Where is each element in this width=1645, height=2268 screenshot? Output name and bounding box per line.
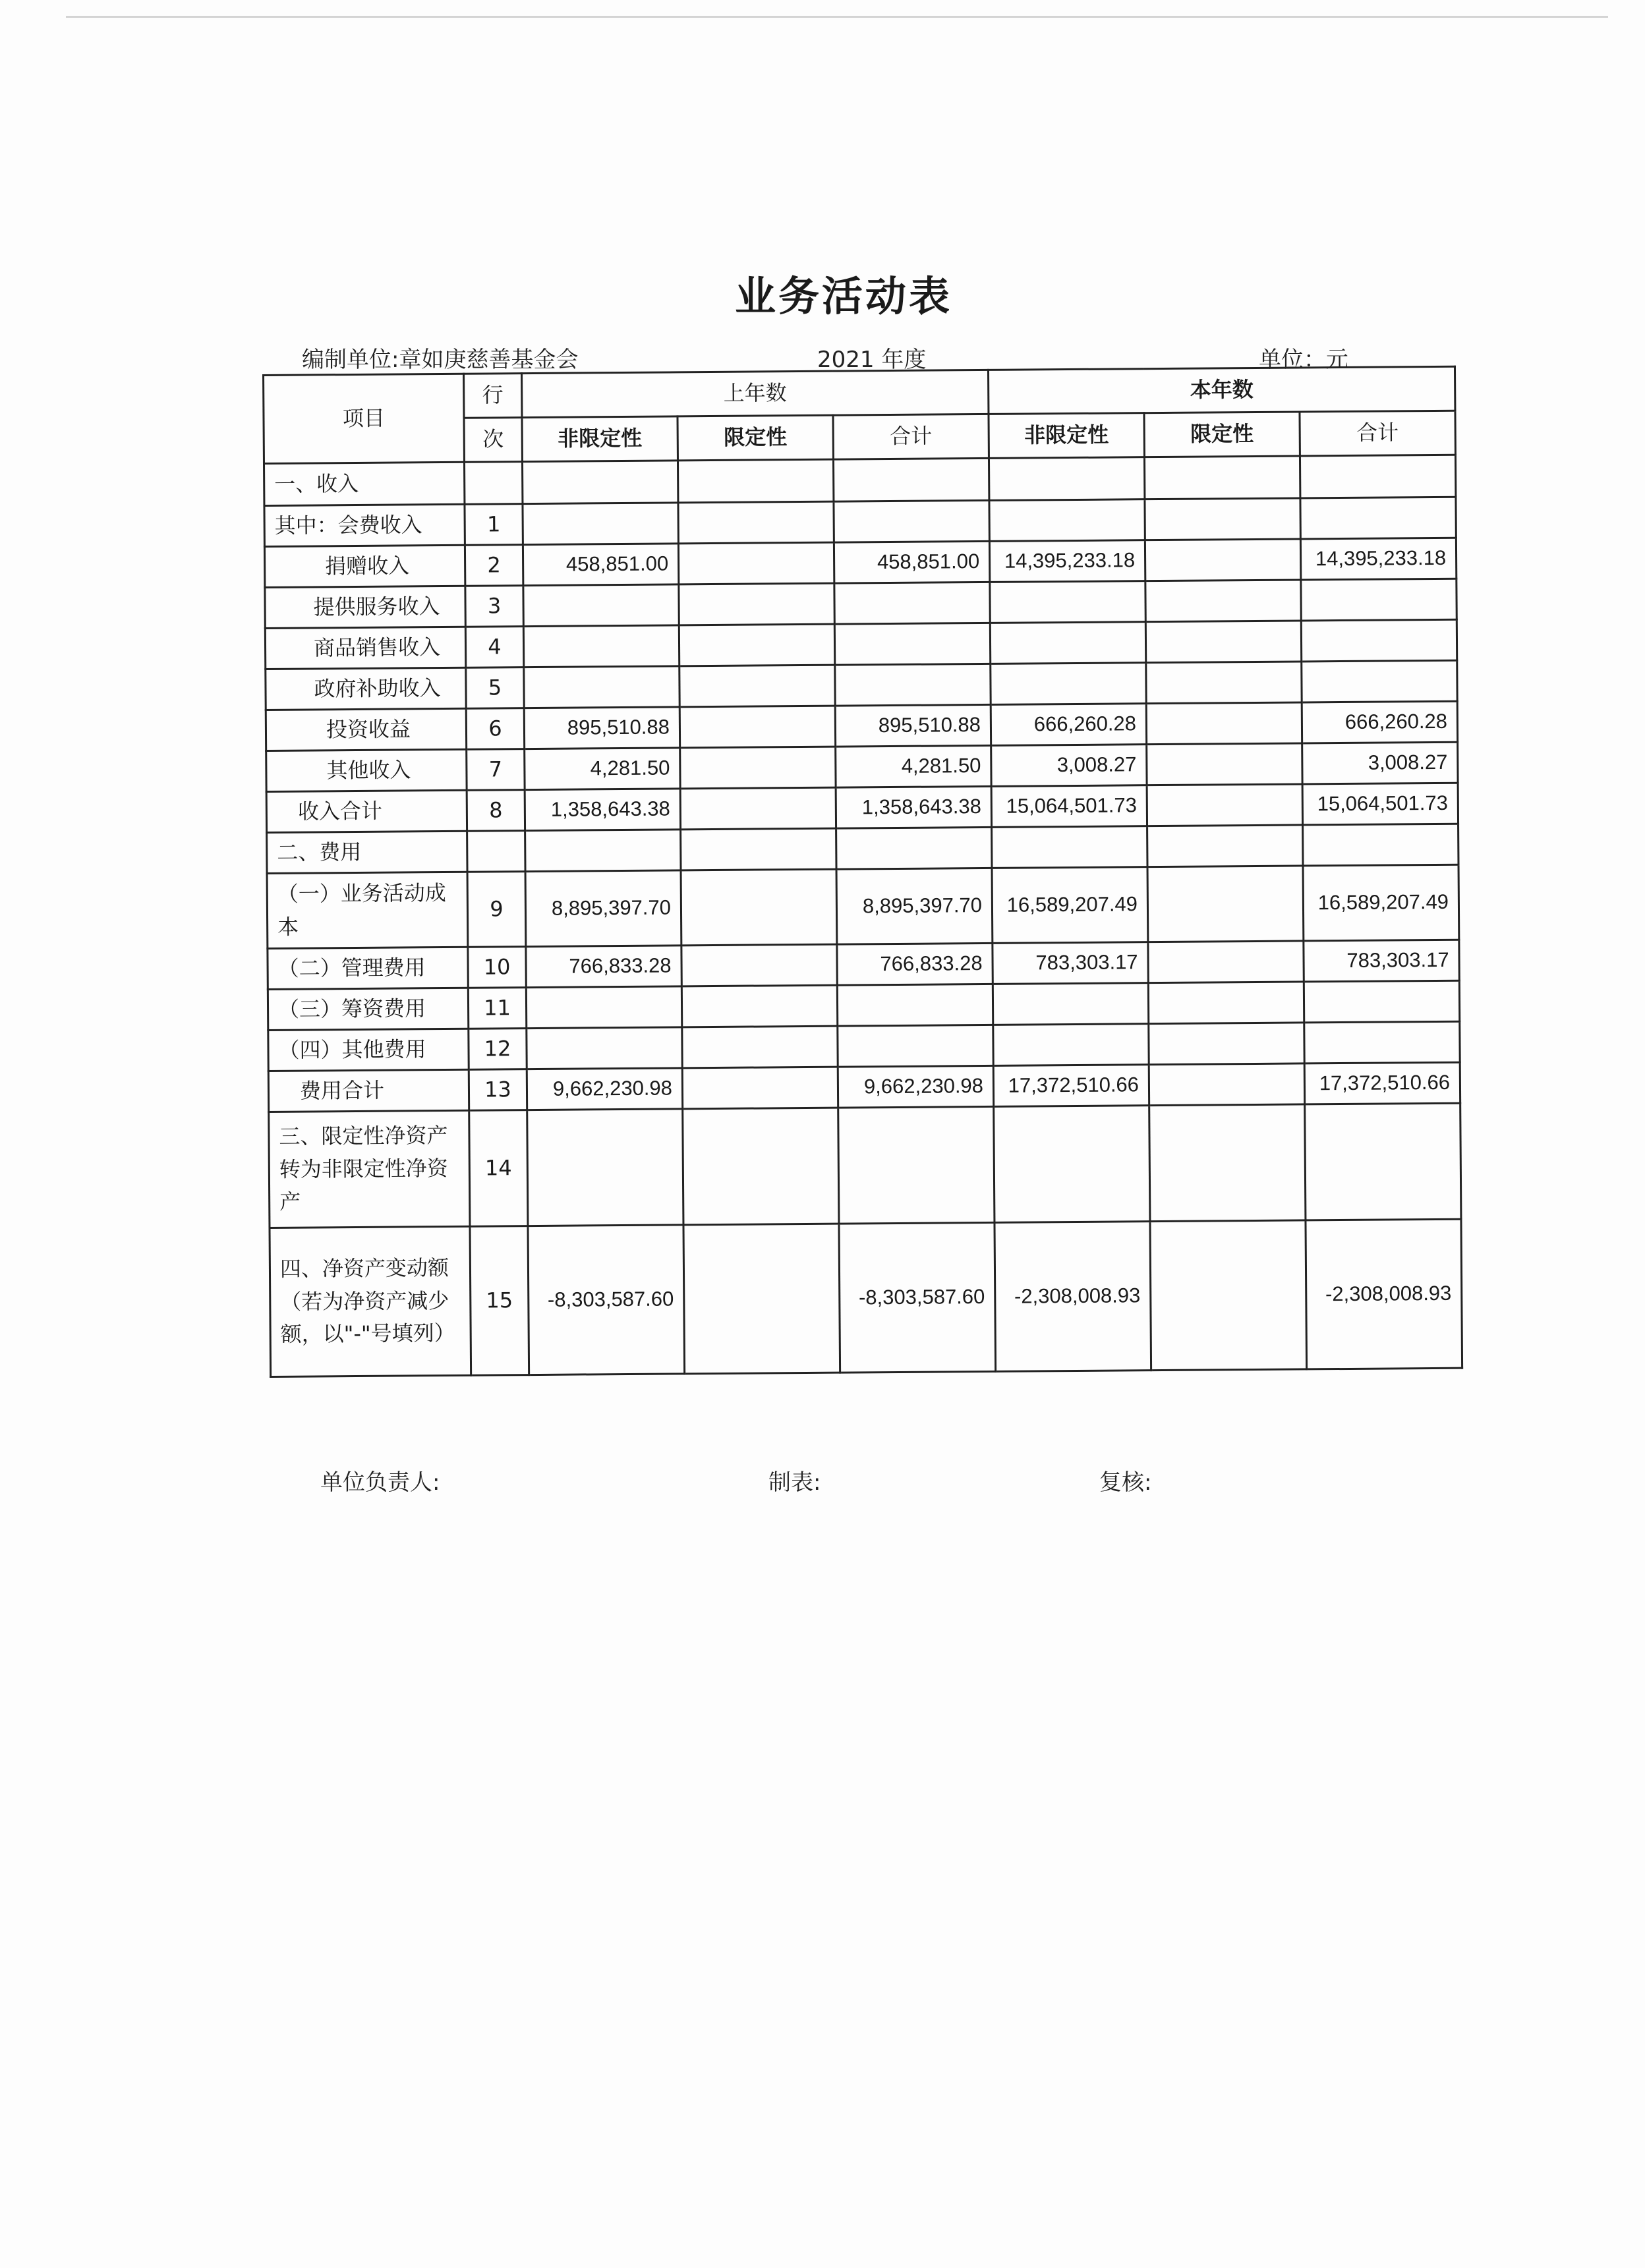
row-item-label: 捐赠收入 [264,545,465,587]
cell-prev-unres [526,986,681,1029]
row-line-number: 12 [469,1029,527,1070]
row-line-number: 2 [465,545,523,586]
cell-prev-unres [523,584,679,627]
header-curr-total: 合计 [1300,411,1456,456]
row-line-number: 10 [468,947,526,988]
row-line-number: 1 [465,504,523,546]
cell-curr-total [1305,1103,1461,1220]
row-line-number [467,831,525,872]
cell-curr-unres: 783,303.17 [993,942,1148,984]
row-line-number: 13 [469,1069,527,1111]
footer-head-signature: 单位负责人: [320,1469,440,1496]
row-item-label: 商品销售收入 [265,627,465,669]
currency-unit: 单位：元 [1259,347,1348,373]
page-title: 业务活动表 [734,272,952,320]
cell-curr-total [1302,660,1457,702]
header-curr-year: 本年数 [989,366,1456,414]
cell-prev-res [681,828,836,870]
cell-prev-total [834,623,990,665]
row-item-label: 一、收入 [264,462,464,505]
cell-prev-total [838,1025,993,1067]
header-prev-restricted: 限定性 [678,415,833,461]
cell-curr-unres: 666,260.28 [991,704,1146,746]
cell-curr-unres [991,663,1146,705]
cell-curr-unres [994,1106,1150,1223]
table-row [269,1103,1461,1228]
cell-prev-res [680,787,836,830]
row-line-number: 7 [467,749,525,791]
row-item-label: 其中：会费收入 [264,504,465,546]
row-line-number: 9 [467,872,526,948]
cell-prev-unres [527,1027,682,1069]
header-curr-unrestricted: 非限定性 [989,413,1144,459]
cell-prev-res [678,459,833,503]
row-line-number: 6 [466,708,524,750]
cell-curr-total: 14,395,233.18 [1300,538,1456,580]
cell-prev-unres [525,830,681,872]
cell-curr-total: 666,260.28 [1302,701,1457,743]
cell-curr-res [1147,866,1304,942]
cell-prev-unres: 458,851.00 [523,544,678,586]
cell-curr-unres: -2,308,008.93 [995,1222,1151,1372]
header-prev-unrestricted: 非限定性 [522,416,678,462]
cell-prev-unres [527,1109,683,1226]
header-prev-year: 上年数 [522,370,989,417]
cell-curr-unres: 14,395,233.18 [989,540,1145,582]
row-item-label: 提供服务收入 [265,586,465,628]
cell-prev-total [837,984,993,1026]
cell-curr-total: 783,303.17 [1304,940,1459,982]
row-item-label: 政府补助收入 [266,667,466,710]
cell-curr-res [1147,743,1302,785]
cell-curr-total [1301,579,1457,621]
cell-curr-unres [990,581,1145,623]
row-line-number: 14 [469,1110,528,1227]
activity-statement-table [262,366,1463,1378]
row-item-label: 二、费用 [267,831,467,873]
cell-prev-res [682,1067,838,1109]
cell-prev-res [683,1108,839,1225]
cell-prev-total: 766,833.28 [837,943,993,985]
cell-curr-total: 15,064,501.73 [1302,783,1458,825]
row-item-label: 投资收益 [266,708,466,751]
cell-prev-res [679,583,834,625]
report-year: 2021 年度 [817,347,927,373]
row-item-label: 四、净资产变动额（若为净资产减少额，以"-"号填列） [270,1226,471,1376]
preparing-organization: 编制单位:章如庚慈善基金会 [302,347,579,373]
cell-curr-unres: 15,064,501.73 [991,785,1147,828]
cell-prev-total [834,582,990,624]
cell-curr-unres [993,1024,1149,1066]
cell-prev-total: -8,303,587.60 [839,1222,996,1373]
cell-curr-total [1304,980,1459,1023]
cell-curr-unres [992,826,1147,868]
row-line-number [464,462,522,505]
cell-curr-res [1145,580,1301,622]
cell-prev-unres: 895,510.88 [524,707,679,749]
row-item-label: （四）其他费用 [268,1029,469,1071]
header-curr-restricted: 限定性 [1144,412,1300,457]
cell-prev-total [835,664,991,706]
row-item-label: 收入合计 [266,790,467,832]
cell-prev-unres: 8,895,397.70 [525,870,681,947]
cell-curr-total: -2,308,008.93 [1306,1219,1462,1369]
cell-curr-total [1300,497,1456,539]
cell-prev-total: 8,895,397.70 [836,868,993,944]
cell-curr-total [1303,824,1458,866]
header-prev-total: 合计 [833,414,989,459]
table-row [270,1219,1462,1376]
footer-reviewer: 复核: [1099,1469,1152,1496]
cell-curr-unres: 17,372,510.66 [993,1065,1149,1107]
cell-prev-unres [523,625,679,667]
row-item-label: （一）业务活动成本 [267,872,468,948]
cell-curr-unres: 3,008.27 [991,745,1147,787]
row-item-label: （二）管理费用 [268,947,468,989]
cell-prev-total: 1,358,643.38 [836,786,991,828]
header-line-top: 行 [464,374,522,418]
cell-prev-res [681,869,837,946]
cell-curr-total [1300,455,1455,498]
cell-prev-res [679,706,835,748]
cell-prev-total [836,827,992,869]
cell-prev-unres: 4,281.50 [525,748,680,790]
cell-curr-res [1146,662,1302,704]
footer-preparer: 制表: [768,1469,821,1496]
cell-curr-res [1148,941,1304,983]
cell-curr-res [1145,621,1301,663]
cell-curr-res [1145,539,1300,581]
cell-prev-unres: 766,833.28 [526,946,681,988]
cell-prev-total: 4,281.50 [836,745,991,787]
cell-curr-res [1145,498,1300,540]
cell-curr-res [1149,1104,1306,1222]
row-item-label: 费用合计 [268,1069,469,1112]
cell-curr-total: 17,372,510.66 [1304,1062,1460,1104]
row-line-number: 3 [465,586,523,627]
row-line-number: 5 [466,667,524,709]
cell-curr-unres [989,499,1145,542]
cell-curr-total [1301,619,1457,662]
cell-prev-res [680,747,836,789]
cell-curr-unres: 16,589,207.49 [992,867,1148,944]
cell-curr-res [1144,456,1300,499]
cell-prev-unres: -8,303,587.60 [528,1225,685,1375]
cell-curr-unres [989,457,1144,501]
cell-prev-res [679,624,834,666]
cell-prev-total [834,500,989,542]
cell-prev-total [833,458,989,501]
row-item-label: 三、限定性净资产转为非限定性净资产 [269,1110,470,1228]
cell-prev-total: 458,851.00 [834,541,989,583]
cell-curr-res [1150,1220,1307,1371]
cell-curr-res [1146,702,1302,745]
cell-curr-res [1147,784,1302,826]
cell-curr-total: 3,008.27 [1302,742,1458,784]
cell-prev-unres [524,666,679,708]
cell-prev-res [681,985,837,1027]
row-line-number: 8 [467,790,525,832]
cell-curr-res [1149,1023,1304,1065]
cell-prev-res [683,1224,840,1374]
cell-prev-res [679,665,835,707]
cell-prev-unres: 1,358,643.38 [525,789,680,831]
cell-curr-unres [990,622,1145,664]
cell-curr-res [1149,1063,1304,1106]
cell-prev-total: 9,662,230.98 [838,1065,993,1108]
header-line-bottom: 次 [464,418,522,463]
cell-curr-total [1304,1021,1460,1063]
cell-prev-unres [523,503,678,545]
cell-curr-res [1148,982,1304,1024]
table-row [267,865,1459,948]
row-line-number: 15 [470,1226,529,1376]
cell-prev-unres [522,461,678,504]
scan-top-edge [66,16,1608,18]
row-line-number: 11 [468,988,526,1029]
cell-prev-res [678,542,834,584]
cell-curr-res [1147,825,1303,867]
cell-prev-res [682,1026,838,1068]
cell-prev-total: 895,510.88 [835,704,991,747]
row-line-number: 4 [465,627,523,668]
cell-prev-res [681,944,837,986]
cell-curr-total: 16,589,207.49 [1303,865,1459,941]
row-item-label: （三）筹资费用 [268,988,468,1030]
cell-prev-res [678,501,834,544]
cell-prev-total [838,1106,995,1224]
cell-curr-unres [993,983,1148,1025]
header-item: 项目 [264,374,465,463]
row-item-label: 其他收入 [266,749,467,791]
cell-prev-unres: 9,662,230.98 [527,1068,682,1110]
